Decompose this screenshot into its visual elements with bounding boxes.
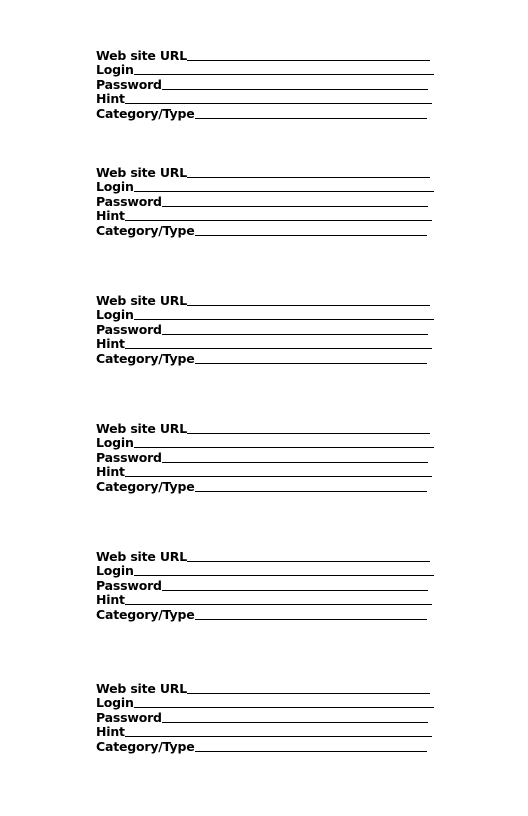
password-record [96, 292, 436, 365]
login-label: Login [96, 695, 134, 711]
login-blank [134, 319, 434, 320]
category-row [96, 738, 436, 753]
login-blank [134, 707, 434, 708]
category-blank [195, 118, 427, 119]
website-url-label: Web site URL [96, 47, 187, 63]
password-record [96, 47, 436, 120]
login-label: Login [96, 307, 134, 323]
password-record [96, 420, 436, 493]
password-row [96, 577, 436, 592]
website-url-blank [187, 693, 430, 694]
password-label: Password [96, 577, 162, 593]
website-url-label: Web site URL [96, 548, 187, 564]
hint-blank [125, 476, 432, 477]
website-url-label: Web site URL [96, 420, 187, 436]
password-label: Password [96, 321, 162, 337]
website-url-blank [187, 433, 430, 434]
category-blank [195, 619, 427, 620]
category-label: Category/Type [96, 478, 195, 494]
website-url-row [96, 680, 436, 695]
login-row [96, 179, 436, 194]
category-row [96, 105, 436, 120]
password-label: Password [96, 193, 162, 209]
hint-row [96, 724, 436, 739]
website-url-blank [187, 60, 430, 61]
category-row [96, 478, 436, 493]
login-row [96, 695, 436, 710]
category-label: Category/Type [96, 350, 195, 366]
website-url-label: Web site URL [96, 164, 187, 180]
login-row [96, 563, 436, 578]
login-blank [134, 447, 434, 448]
hint-row [96, 336, 436, 351]
website-url-blank [187, 177, 430, 178]
password-blank [162, 89, 428, 90]
hint-label: Hint [96, 724, 125, 740]
hint-row [96, 592, 436, 607]
password-row [96, 76, 436, 91]
hint-blank [125, 604, 432, 605]
website-url-label: Web site URL [96, 292, 187, 308]
password-row [96, 709, 436, 724]
password-blank [162, 334, 428, 335]
password-blank [162, 462, 428, 463]
category-row [96, 606, 436, 621]
hint-blank [125, 736, 432, 737]
website-url-row [96, 420, 436, 435]
category-row [96, 222, 436, 237]
password-row [96, 321, 436, 336]
hint-label: Hint [96, 208, 125, 224]
hint-blank [125, 103, 432, 104]
password-label: Password [96, 449, 162, 465]
category-label: Category/Type [96, 222, 195, 238]
login-blank [134, 74, 434, 75]
login-row [96, 62, 436, 77]
category-row [96, 350, 436, 365]
hint-label: Hint [96, 91, 125, 107]
website-url-label: Web site URL [96, 680, 187, 696]
hint-blank [125, 220, 432, 221]
category-blank [195, 751, 427, 752]
password-row [96, 449, 436, 464]
category-label: Category/Type [96, 738, 195, 754]
password-label: Password [96, 709, 162, 725]
website-url-row [96, 47, 436, 62]
login-label: Login [96, 435, 134, 451]
category-blank [195, 235, 427, 236]
hint-row [96, 208, 436, 223]
hint-blank [125, 348, 432, 349]
password-record [96, 548, 436, 621]
category-label: Category/Type [96, 606, 195, 622]
login-blank [134, 575, 434, 576]
login-label: Login [96, 563, 134, 579]
hint-label: Hint [96, 592, 125, 608]
login-row [96, 435, 436, 450]
category-blank [195, 491, 427, 492]
website-url-blank [187, 561, 430, 562]
hint-label: Hint [96, 464, 125, 480]
password-record [96, 680, 436, 753]
password-blank [162, 722, 428, 723]
website-url-row [96, 548, 436, 563]
password-blank [162, 590, 428, 591]
hint-label: Hint [96, 336, 125, 352]
password-row [96, 193, 436, 208]
login-label: Login [96, 62, 134, 78]
login-row [96, 307, 436, 322]
website-url-row [96, 164, 436, 179]
login-blank [134, 191, 434, 192]
category-blank [195, 363, 427, 364]
category-label: Category/Type [96, 105, 195, 121]
password-label: Password [96, 76, 162, 92]
website-url-row [96, 292, 436, 307]
login-label: Login [96, 179, 134, 195]
password-blank [162, 206, 428, 207]
hint-row [96, 91, 436, 106]
hint-row [96, 464, 436, 479]
website-url-blank [187, 305, 430, 306]
password-record [96, 164, 436, 237]
